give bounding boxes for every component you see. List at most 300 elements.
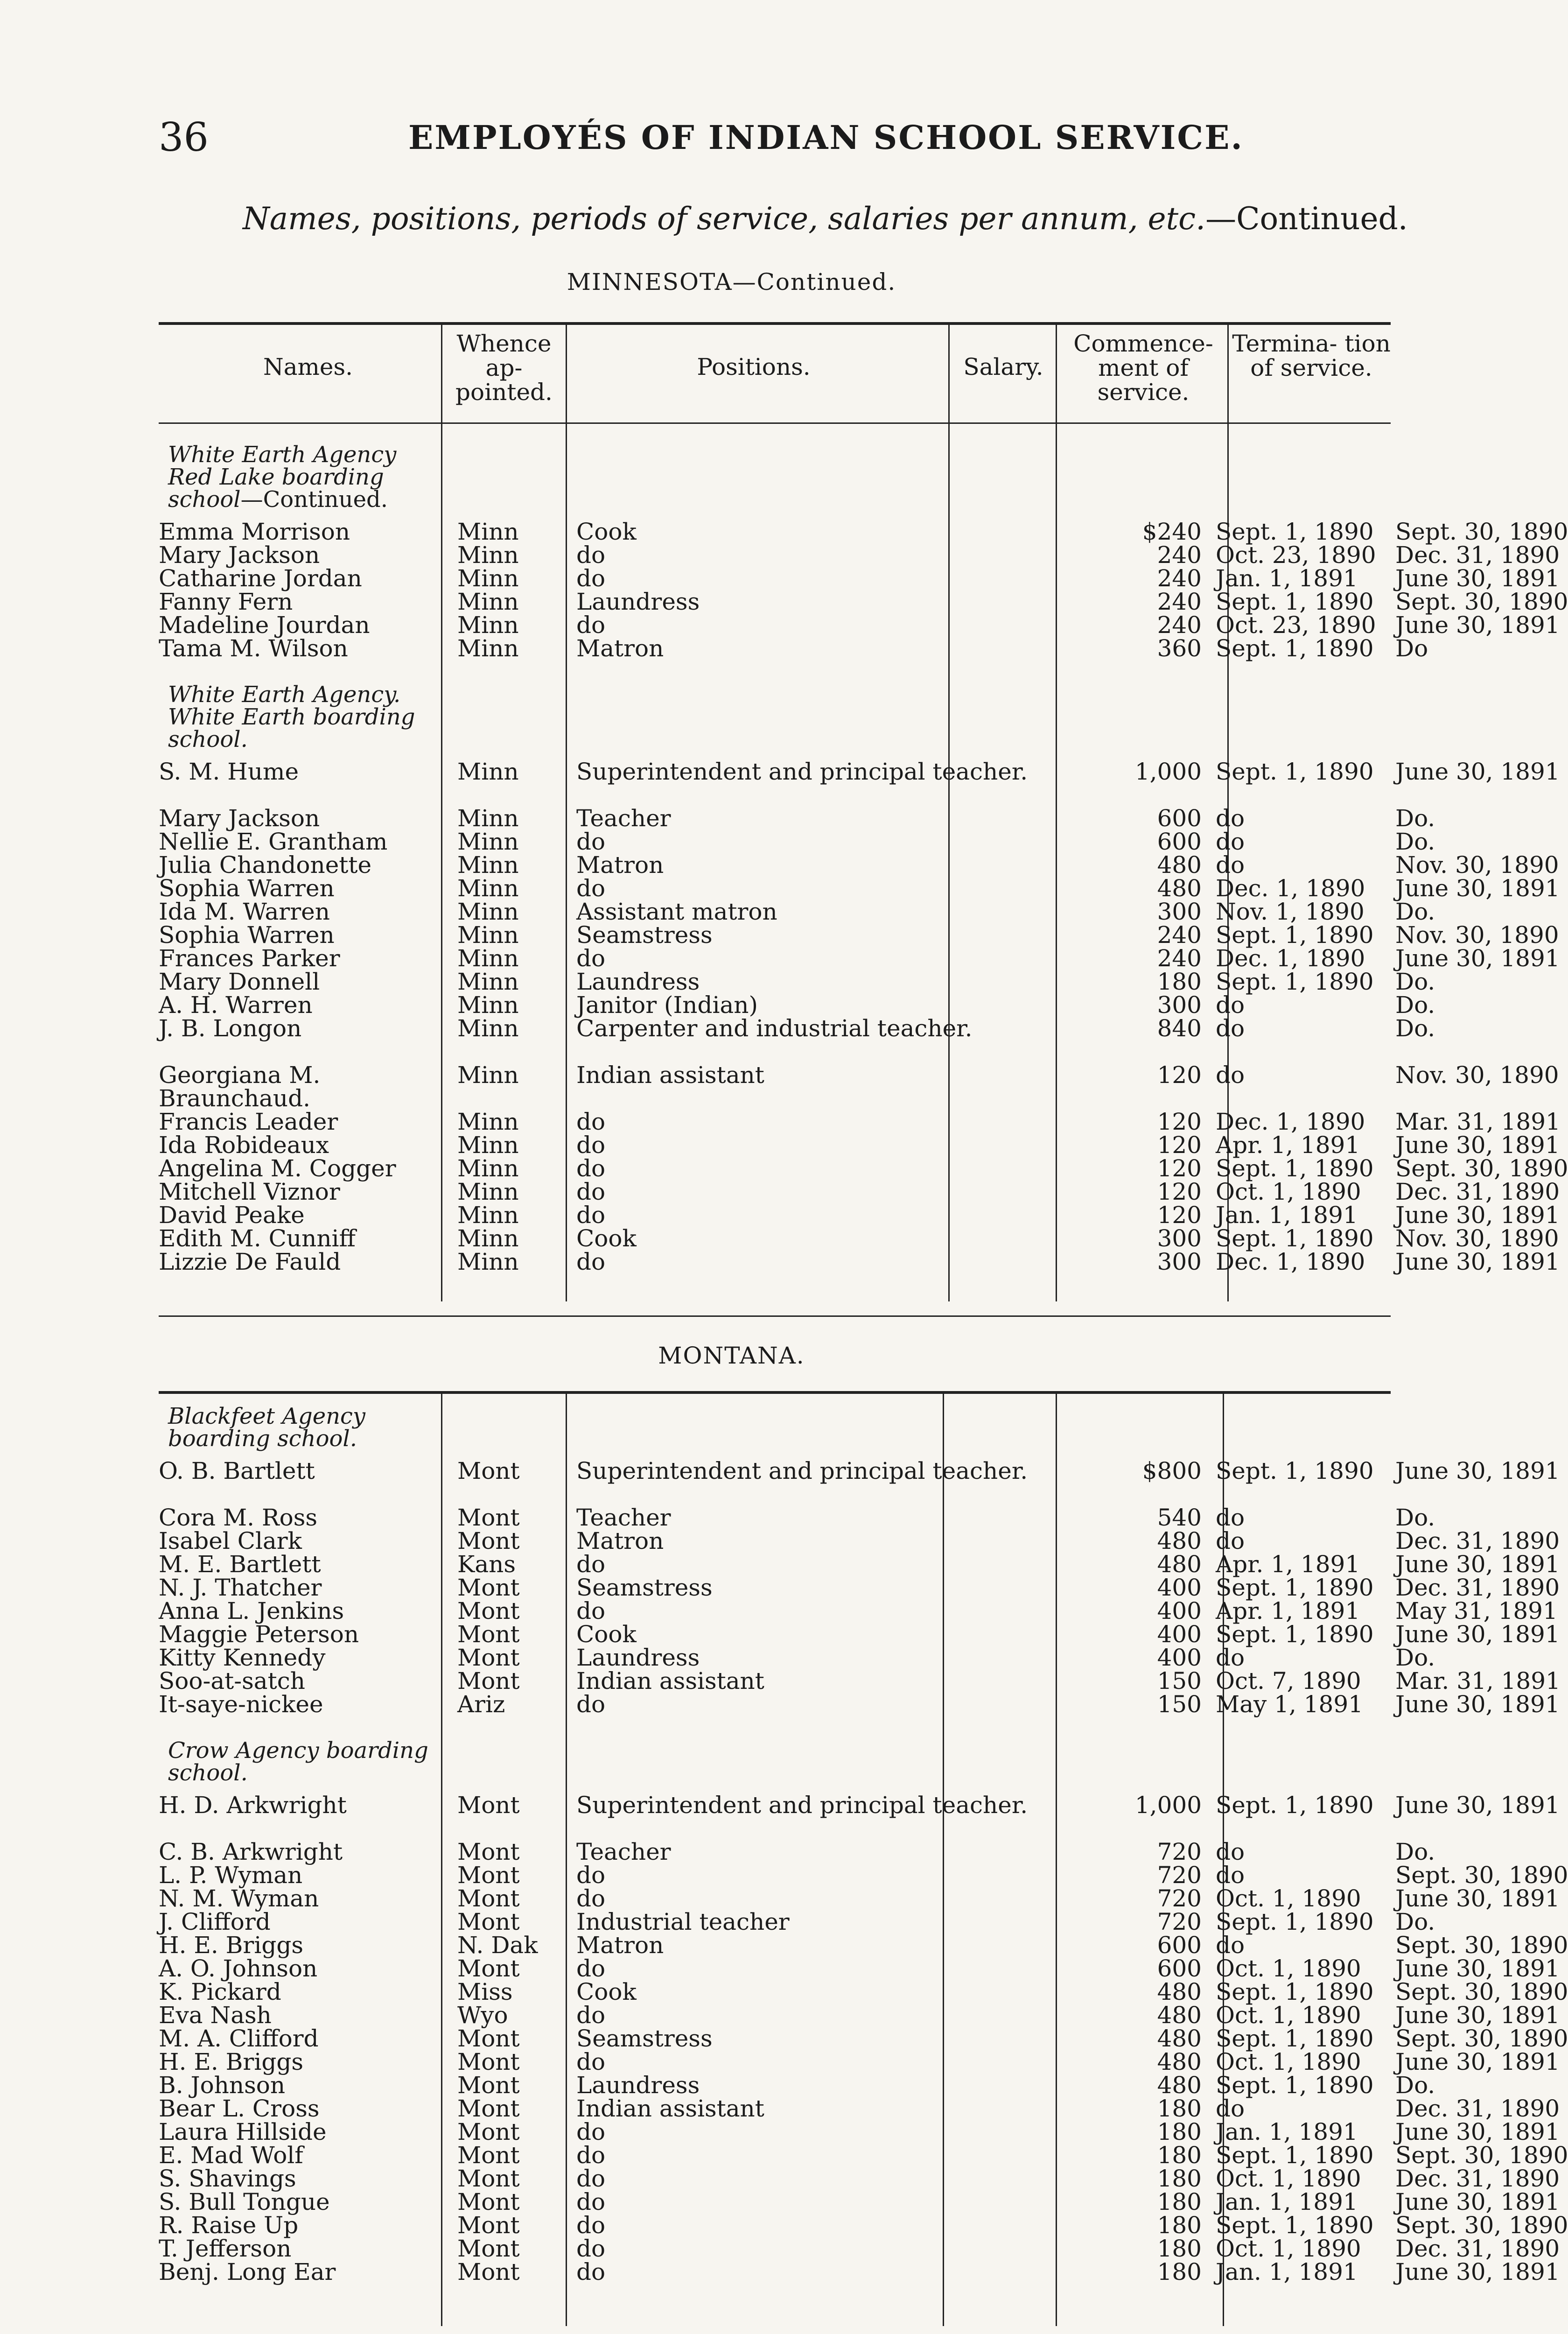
employee-name: H. E. Briggs [159,2048,303,2075]
employee-name: David Peake [159,1202,305,1229]
whence-appointed: Minn [457,565,519,592]
employee-name: Fanny Fern [159,588,293,615]
whence-appointed: Minn [457,758,519,785]
salary: 360 [1157,635,1202,662]
commencement-date: do [1216,2095,1245,2122]
commencement-date: Apr. 1, 1891 [1216,1597,1360,1624]
termination-date: Dec. 31, 1890 [1395,1574,1560,1601]
termination-date: Do. [1395,1908,1435,1935]
termination-date: Dec. 31, 1890 [1395,1178,1560,1205]
commencement-date: Oct. 1, 1890 [1216,2165,1361,2192]
commencement-date: Oct. 23, 1890 [1216,612,1376,639]
salary: 720 [1157,1885,1202,1912]
salary: 720 [1157,1838,1202,1865]
commencement-date: Jan. 1, 1891 [1216,2118,1358,2145]
employee-name: T. Jefferson [159,2235,292,2262]
subtitle-continued: —Continued. [1205,201,1408,237]
position: do [576,875,606,902]
commencement-date: Oct. 7, 1890 [1216,1667,1361,1694]
termination-date: June 30, 1891 [1395,945,1560,972]
termination-date: June 30, 1891 [1395,758,1560,785]
salary: 180 [1157,2095,1202,2122]
salary: 240 [1157,541,1202,569]
commencement-date: Apr. 1, 1891 [1216,1551,1360,1578]
table-row [159,1667,1561,1694]
termination-date: June 30, 1891 [1395,1691,1560,1718]
employee-name: A. O. Johnson [159,1955,318,1982]
section-title [168,1739,434,1784]
whence-appointed: Mont [457,1621,520,1648]
salary: 240 [1157,588,1202,615]
employee-name: Mitchell Viznor [159,1178,340,1205]
position: Assistant matron [576,898,777,925]
table-row [159,1885,1560,1912]
termination-date: June 30, 1891 [1395,1457,1560,1484]
salary: 120 [1157,1202,1202,1229]
employee-name: Madeline Jourdan [159,612,370,639]
salary: 480 [1157,875,1202,902]
whence-appointed: Minn [457,1062,519,1089]
position: do [576,541,606,569]
commencement-date: Apr. 1, 1891 [1216,1132,1360,1159]
position: Matron [576,851,664,879]
table-row [159,2002,1560,2029]
employee-name: S. Shavings [159,2165,296,2192]
position: Superintendent and principal teacher. [576,1792,1028,1819]
table-row [159,875,1560,902]
termination-date: Nov. 30, 1890 [1395,851,1559,879]
employee-name: Edith M. Cunniff [159,1225,356,1252]
salary: 600 [1157,1932,1202,1959]
whence-appointed: Minn [457,968,519,995]
employee-name: Tama M. Wilson [159,635,348,662]
commencement-date: Sept. 1, 1890 [1216,1978,1374,2005]
commencement-date: do [1216,851,1245,879]
position: do [576,945,606,972]
whence-appointed: Mont [457,2048,520,2075]
commencement-date: May 1, 1891 [1216,1691,1363,1718]
whence-appointed: Mont [457,1885,520,1912]
position: do [576,1178,606,1205]
salary: 400 [1157,1644,1202,1671]
commencement-date: Dec. 1, 1890 [1216,945,1365,972]
position: do [576,1202,606,1229]
employee-name: Bear L. Cross [159,2095,320,2122]
position: Laundress [576,968,700,995]
salary: 300 [1157,1225,1202,1252]
employee-name: Isabel Clark [159,1527,302,1554]
commencement-date: do [1216,1932,1245,1959]
commencement-date: do [1216,1062,1245,1089]
whence-appointed: Minn [457,1015,519,1042]
employee-name: Emma Morrison [159,518,350,545]
minnesota-bottom-rule [159,1315,1391,1317]
whence-appointed: Minn [457,1248,519,1275]
whence-appointed: Minn [457,898,519,925]
table-row [159,898,1435,925]
table-row [159,1978,1568,2005]
termination-date: June 30, 1891 [1395,1202,1560,1229]
commencement-date: Jan. 1, 1891 [1216,2258,1358,2285]
salary: 300 [1157,898,1202,925]
commencement-date: Dec. 1, 1890 [1216,875,1365,902]
employee-name: H. D. Arkwright [159,1792,347,1819]
employee-name: N. J. Thatcher [159,1574,322,1601]
position: do [576,1691,606,1718]
position: Teacher [576,1504,671,1531]
commencement-date: do [1216,1862,1245,1889]
termination-date: Do. [1395,968,1435,995]
commencement-date: Dec. 1, 1890 [1216,1248,1365,1275]
whence-appointed: Mont [457,1597,520,1624]
termination-date: Dec. 31, 1890 [1395,541,1560,569]
salary: 400 [1157,1621,1202,1648]
whence-appointed: Miss [457,1978,513,2005]
table-row [159,1551,1560,1578]
position: Teacher [576,1838,671,1865]
table-row [159,1644,1435,1671]
commencement-date: Sept. 1, 1890 [1216,1225,1374,1252]
termination-date: Do. [1395,1015,1435,1042]
position: do [576,2002,606,2029]
termination-date: Mar. 31, 1891 [1395,1108,1561,1135]
employee-name: Ida Robideaux [159,1132,329,1159]
table-row [159,991,1435,1019]
salary: 120 [1157,1062,1202,1089]
termination-date: June 30, 1891 [1395,612,1560,639]
employee-name: J. B. Longon [159,1015,302,1042]
commencement-date: Sept. 1, 1890 [1216,1155,1374,1182]
salary: 540 [1157,1504,1202,1531]
employee-name: Benj. Long Ear [159,2258,336,2285]
whence-appointed: Minn [457,1225,519,1252]
salary: 300 [1157,991,1202,1019]
col-header-termination: Termina- tion of service. [1232,330,1391,381]
table-row [159,1202,1560,1229]
section-title-continued: —Continued. [240,486,388,513]
table-row [159,612,1560,639]
table-top-rule [159,322,1391,325]
position: do [576,565,606,592]
salary: 480 [1157,2048,1202,2075]
table-row [159,1457,1560,1506]
position: Cook [576,1621,637,1648]
termination-date: Dec. 31, 1890 [1395,2235,1560,2262]
table-row [159,1178,1560,1205]
montana-top-rule [159,1391,1391,1394]
table-row [159,1248,1560,1275]
table-row [159,1838,1435,1865]
termination-date: Do. [1395,828,1435,855]
commencement-date: Sept. 1, 1890 [1216,588,1374,615]
table-row [159,1574,1560,1601]
commencement-date: Oct. 1, 1890 [1216,1955,1361,1982]
col-header-positions: Positions. [697,353,811,380]
col-header-names: Names. [263,353,353,380]
employee-name: L. P. Wyman [159,1862,303,1889]
col-header-commencement: Commence- ment of service. [1073,330,1213,406]
termination-date: June 30, 1891 [1395,1885,1560,1912]
position: Seamstress [576,921,713,949]
termination-date: June 30, 1891 [1395,1551,1560,1578]
table-row [159,851,1559,879]
commencement-date: Sept. 1, 1890 [1216,921,1374,949]
commencement-date: Sept. 1, 1890 [1216,518,1374,545]
position: do [576,2188,606,2215]
termination-date: Nov. 30, 1890 [1395,921,1559,949]
whence-appointed: Minn [457,991,519,1019]
whence-appointed: Mont [457,1504,520,1531]
employee-name: J. Clifford [159,1908,271,1935]
table-row [159,565,1560,592]
table-row [159,945,1560,972]
table-row [159,1132,1560,1159]
salary: 400 [1157,1574,1202,1601]
table-row [159,758,1560,807]
employee-name: Cora M. Ross [159,1504,318,1531]
running-title: EMPLOYÉS OF INDIAN SCHOOL SERVICE. [408,118,1244,157]
termination-date: Nov. 30, 1890 [1395,1062,1559,1089]
commencement-date: Sept. 1, 1890 [1216,2025,1374,2052]
employee-name: B. Johnson [159,2072,286,2099]
employee-name: It-saye-nickee [159,1691,323,1718]
commencement-date: Jan. 1, 1891 [1216,1202,1358,1229]
employee-name: S. M. Hume [159,758,299,785]
whence-appointed: Minn [457,612,519,639]
salary: 120 [1157,1178,1202,1205]
whence-appointed: Mont [457,2188,520,2215]
termination-date: Sept. 30, 1890 [1395,518,1568,545]
whence-appointed: Minn [457,1178,519,1205]
salary: $240 [1142,518,1202,545]
commencement-date: do [1216,1015,1245,1042]
commencement-date: Sept. 1, 1890 [1216,2142,1374,2169]
employee-name: N. M. Wyman [159,1885,319,1912]
employee-name: Lizzie De Fauld [159,1248,341,1275]
employee-name: Julia Chandonette [159,851,372,879]
termination-date: June 30, 1891 [1395,2002,1560,2029]
salary: 720 [1157,1908,1202,1935]
whence-appointed: Minn [457,851,519,879]
employee-name: Ida M. Warren [159,898,330,925]
whence-appointed: Mont [457,2235,520,2262]
whence-appointed: Minn [457,541,519,569]
employee-name: Mary Donnell [159,968,320,995]
whence-appointed: Minn [457,875,519,902]
employee-name: Maggie Peterson [159,1621,359,1648]
table-row [159,1691,1560,1718]
position: do [576,2212,606,2239]
termination-date: Sept. 30, 1890 [1395,1862,1568,1889]
termination-date: Do. [1395,1504,1435,1531]
table-row [159,1955,1560,1982]
salary: 720 [1157,1862,1202,1889]
table-row [159,2142,1568,2169]
whence-appointed: Mont [457,2165,520,2192]
position: do [576,1248,606,1275]
position: Janitor (Indian) [576,991,758,1019]
termination-date: Do. [1395,898,1435,925]
termination-date: Mar. 31, 1891 [1395,1667,1561,1694]
table-row [159,2072,1435,2099]
position: Matron [576,1932,664,1959]
table-row [159,2258,1560,2285]
termination-date: Do. [1395,991,1435,1019]
position: Carpenter and industrial teacher. [576,1015,973,1042]
position: do [576,1108,606,1135]
employee-name: Francis Leader [159,1108,338,1135]
table-row [159,2095,1560,2122]
employee-name: M. A. Clifford [159,2025,319,2052]
whence-appointed: N. Dak [457,1932,538,1959]
position: do [576,2048,606,2075]
termination-date: May 31, 1891 [1395,1597,1558,1624]
salary: 180 [1157,968,1202,995]
employee-name: Angelina M. Cogger [159,1155,396,1182]
salary: 120 [1157,1108,1202,1135]
employee-name: S. Bull Tongue [159,2188,330,2215]
salary: 480 [1157,851,1202,879]
commencement-date: do [1216,805,1245,832]
position: do [576,1155,606,1182]
employee-name: Georgiana M. Braunchaud. [159,1062,321,1112]
termination-date: Do. [1395,805,1435,832]
table-row [159,518,1568,545]
position: do [576,1132,606,1159]
position: do [576,1885,606,1912]
employee-name: Mary Jackson [159,541,320,569]
whence-appointed: Mont [457,1457,520,1484]
salary: 480 [1157,1527,1202,1554]
table-row [159,1015,1435,1063]
salary: 180 [1157,2118,1202,2145]
whence-appointed: Mont [457,2025,520,2052]
termination-date: Dec. 31, 1890 [1395,2095,1560,2122]
table-row [159,2118,1560,2145]
table-row [159,1908,1435,1935]
whence-appointed: Mont [457,2258,520,2285]
position: Superintendent and principal teacher. [576,1457,1028,1484]
position: Laundress [576,2072,700,2099]
whence-appointed: Mont [457,2118,520,2145]
position: do [576,2142,606,2169]
commencement-date: Dec. 1, 1890 [1216,1108,1365,1135]
termination-date: June 30, 1891 [1395,2118,1560,2145]
commencement-date: Sept. 1, 1890 [1216,2072,1374,2099]
salary: $800 [1142,1457,1202,1484]
employee-name: Eva Nash [159,2002,272,2029]
termination-date: Sept. 30, 1890 [1395,588,1568,615]
commencement-date: do [1216,828,1245,855]
salary: 180 [1157,2258,1202,2285]
position: do [576,2118,606,2145]
position: Matron [576,1527,664,1554]
salary: 600 [1157,828,1202,855]
position: do [576,1862,606,1889]
termination-date: Sept. 30, 1890 [1395,2142,1568,2169]
salary: 120 [1157,1132,1202,1159]
termination-date: June 30, 1891 [1395,2048,1560,2075]
termination-date: Sept. 30, 1890 [1395,1978,1568,2005]
commencement-date: Jan. 1, 1891 [1216,565,1358,592]
commencement-date: Sept. 1, 1890 [1216,758,1374,785]
commencement-date: Sept. 1, 1890 [1216,1574,1374,1601]
salary: 150 [1157,1691,1202,1718]
whence-appointed: Mont [457,1955,520,1982]
section-title-text: Blackfeet Agency boarding school. [168,1403,366,1452]
salary: 240 [1157,612,1202,639]
salary: 840 [1157,1015,1202,1042]
termination-date: Dec. 31, 1890 [1395,2165,1560,2192]
salary: 600 [1157,805,1202,832]
table-row [159,2048,1560,2075]
table-row [159,1932,1568,1959]
whence-appointed: Mont [457,1908,520,1935]
salary: 600 [1157,1955,1202,1982]
section-title [168,443,434,511]
employee-name: M. E. Bartlett [159,1551,321,1578]
position: Cook [576,518,637,545]
whence-appointed: Mont [457,2072,520,2099]
commencement-date: Sept. 1, 1890 [1216,1792,1374,1819]
termination-date: Do. [1395,2072,1435,2099]
salary: 180 [1157,2212,1202,2239]
table-row [159,2165,1560,2192]
employee-name: Laura Hillside [159,2118,327,2145]
position: do [576,1597,606,1624]
whence-appointed: Mont [457,1838,520,1865]
whence-appointed: Mont [457,2212,520,2239]
position: Matron [576,635,664,662]
whence-appointed: Minn [457,1108,519,1135]
employee-name: E. Mad Wolf [159,2142,303,2169]
position: do [576,2258,606,2285]
commencement-date: do [1216,1838,1245,1865]
table-row [159,1504,1435,1531]
whence-appointed: Minn [457,805,519,832]
whence-appointed: Minn [457,588,519,615]
salary: 240 [1157,921,1202,949]
commencement-date: Oct. 23, 1890 [1216,541,1376,569]
position: Industrial teacher [576,1908,790,1935]
state-title-montana: MONTANA. [658,1342,805,1369]
employee-name: Catharine Jordan [159,565,362,592]
commencement-date: Oct. 1, 1890 [1216,2048,1361,2075]
salary: 480 [1157,2002,1202,2029]
termination-date: Sept. 30, 1890 [1395,1155,1568,1182]
commencement-date: do [1216,1527,1245,1554]
employee-name: Soo-at-satch [159,1667,305,1694]
commencement-date: Nov. 1, 1890 [1216,898,1365,925]
whence-appointed: Mont [457,1667,520,1694]
termination-date: June 30, 1891 [1395,2188,1560,2215]
commencement-date: Sept. 1, 1890 [1216,2212,1374,2239]
whence-appointed: Minn [457,635,519,662]
termination-date: Nov. 30, 1890 [1395,1225,1559,1252]
commencement-date: Oct. 1, 1890 [1216,2235,1361,2262]
salary: 480 [1157,2025,1202,2052]
whence-appointed: Mont [457,1792,520,1819]
position: Cook [576,1225,637,1252]
employee-name: K. Pickard [159,1978,281,2005]
employee-name: R. Raise Up [159,2212,299,2239]
position: Indian assistant [576,2095,764,2122]
table-row [159,2025,1568,2052]
section-title-text: White Earth Agency Red Lake boarding school [168,442,397,513]
position: do [576,1955,606,1982]
employee-name: O. B. Bartlett [159,1457,315,1484]
table-row [159,635,1428,662]
